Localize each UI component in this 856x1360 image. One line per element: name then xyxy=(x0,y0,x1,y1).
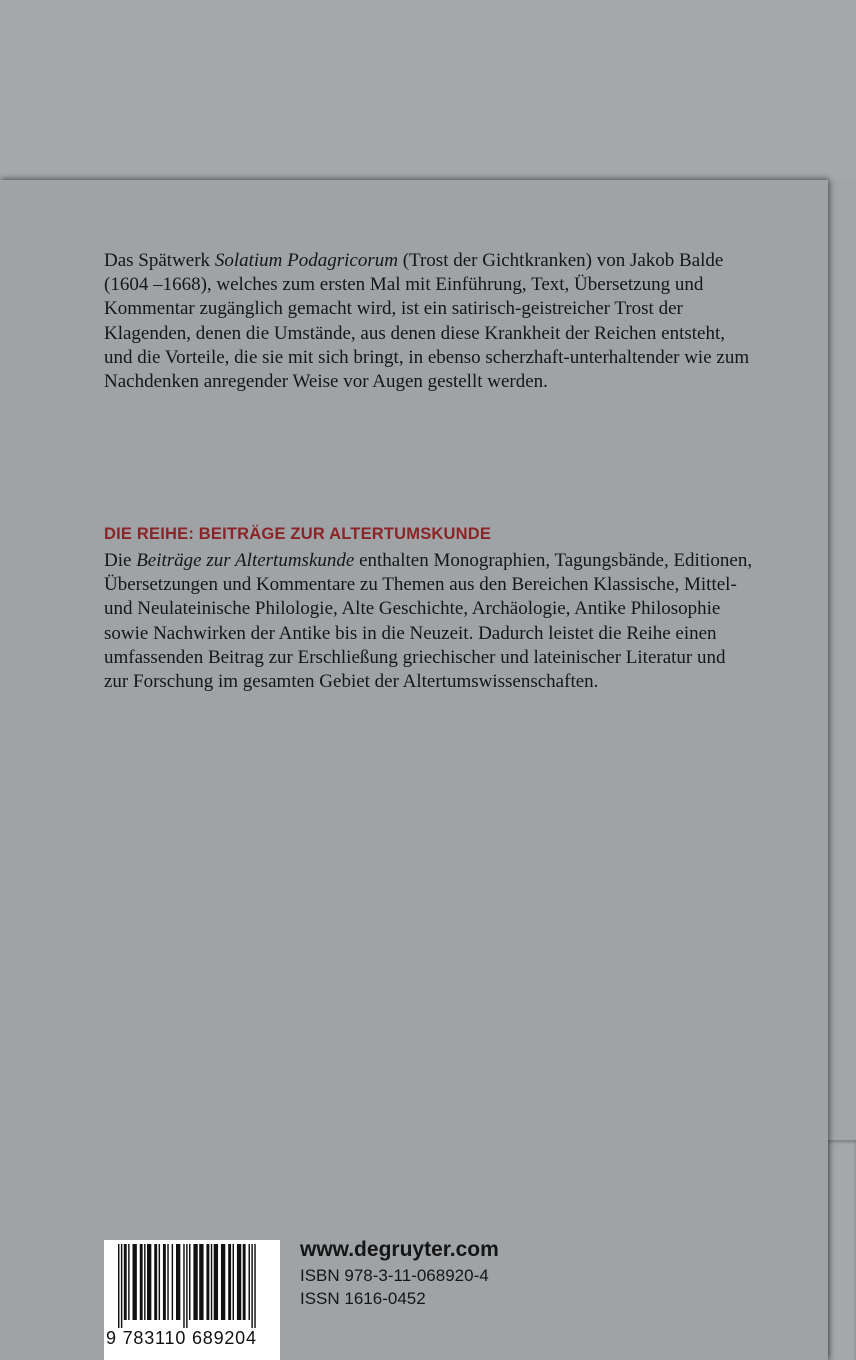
barcode-bar xyxy=(233,1244,234,1320)
barcode-bar xyxy=(172,1244,173,1320)
series-heading: DIE REIHE: BEITRÄGE ZUR ALTERTUMSKUNDE xyxy=(104,525,492,543)
barcode-bar xyxy=(193,1244,197,1320)
barcode-bar xyxy=(176,1244,180,1320)
barcode-bar xyxy=(211,1244,212,1320)
barcode-bar xyxy=(186,1244,187,1328)
barcode-bar xyxy=(251,1244,252,1328)
background-band xyxy=(0,0,856,180)
barcode-bar xyxy=(254,1244,255,1328)
barcode-bar xyxy=(243,1244,246,1320)
barcode-bar xyxy=(189,1244,190,1320)
barcode-bar xyxy=(228,1244,231,1320)
barcode-bar xyxy=(140,1244,143,1320)
cover-edge-strip-lower xyxy=(828,1140,856,1360)
series-text-rest: enthalten Monographien, Tagungsbände, Editionen, Übersetzungen und Kommentare zu Themen aus den Bereichen Klassische, Mittel- und Neulateinische Philologie, Alte Geschichte, Archäologie, Antike Philosophie sowie Nachwirken der Antike bis in die Neuzeit. Dadurch leistet die Reihe einen umfassenden Beitrag zur Erschließung griechischer und lateinischer Literatur und zur Forschung im gesamten Gebiet der Altertumswissenschaften. xyxy=(104,550,753,693)
isbn-barcode xyxy=(104,1240,280,1360)
barcode-bar xyxy=(221,1244,225,1320)
barcode-bar xyxy=(199,1244,203,1320)
barcode-bar xyxy=(121,1244,122,1328)
cover-edge-strip xyxy=(828,180,856,1140)
barcode-bar xyxy=(154,1244,157,1320)
series-text-start: Die xyxy=(104,550,137,571)
barcode-bar xyxy=(159,1244,160,1320)
barcode-bar xyxy=(147,1244,151,1320)
barcode-bar xyxy=(118,1244,119,1328)
blurb-text-rest: (Trost der Gichtkranken) von Jakob Balde (1604 –1668), welches zum ersten Mal mit Einführung, Text, Übersetzung und Kommentar zugänglich gemacht wird, ist ein satirisch-geistreicher Trost der Klagenden, denen die Umstände, aus denen diese Krankheit der Reichen entsteht, und die Vorteile, die sie mit sich bringt, in ebenso scherzhaft-unterhaltender wie zum Nachdenken anregender Weise vor Augen gestellt werden. xyxy=(104,250,750,393)
barcode-bar xyxy=(183,1244,184,1328)
barcode-bar xyxy=(249,1244,250,1320)
barcode-bar xyxy=(128,1244,129,1320)
barcode-bar xyxy=(163,1244,166,1320)
barcode-digits: 9 783110 689204 xyxy=(106,1328,257,1348)
issn-line: ISSN 1616-0452 xyxy=(300,1289,426,1308)
publisher-info xyxy=(300,1236,499,1310)
blurb-text-start: Das Spätwerk xyxy=(104,250,215,271)
barcode-bar xyxy=(124,1244,127,1320)
book-blurb xyxy=(104,249,754,394)
barcode-bar xyxy=(206,1244,209,1320)
barcode-bar xyxy=(214,1244,218,1320)
barcode-bar xyxy=(237,1244,241,1320)
isbn-line: ISBN 978-3-11-068920-4 xyxy=(300,1266,489,1285)
publisher-website[interactable]: www.degruyter.com xyxy=(300,1238,499,1261)
barcode-bar xyxy=(144,1244,145,1320)
barcode-bars xyxy=(110,1244,274,1328)
series-description xyxy=(104,549,754,694)
blurb-book-title: Solatium Podagricorum xyxy=(214,250,398,271)
barcode-bar xyxy=(133,1244,137,1320)
barcode-bar xyxy=(167,1244,168,1320)
series-title: Beiträge zur Altertumskunde xyxy=(136,550,355,571)
